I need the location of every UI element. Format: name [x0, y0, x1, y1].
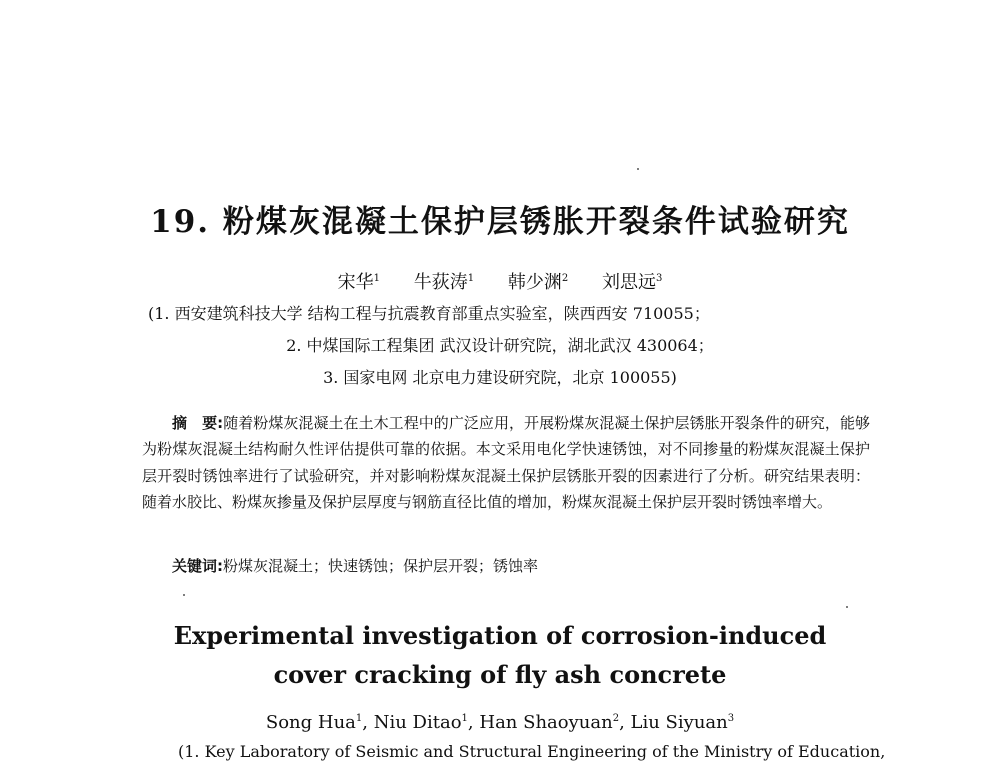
chinese-title: 19. 粉煤灰混凝土保护层锈胀开裂条件试验研究: [150, 204, 850, 240]
scan-speck: [846, 606, 848, 608]
abstract-text: 随着粉煤灰混凝土在土木工程中的广泛应用，开展粉煤灰混凝土保护层锈胀开裂条件的研究，能够为粉煤灰混凝土结构耐久性评估提供可靠的依据。本文采用电化学快速锈蚀，对不同掺量的粉煤灰混凝土保护层开裂时锈蚀率进行了试验研究，并对影响粉煤灰混凝土保护层锈胀开裂的因素进行了分析。研究结果表明：随着水胶比、粉煤灰掺量及保护层厚度与钢筋直径比值的增加，粉煤灰混凝土保护层开裂时锈蚀率增大。: [142, 414, 870, 511]
abstract-label: 摘 要:: [172, 414, 224, 432]
english-title: [0, 616, 1000, 694]
chinese-author: 刘思远$^3$: [601, 272, 663, 293]
chinese-abstract: [142, 410, 870, 515]
chinese-author: 牛荻涛$^1$: [413, 272, 475, 293]
scan-speck: [637, 168, 639, 170]
english-author: Song Hua$^1$,: [265, 712, 374, 733]
chinese-affiliation-1: (1. 西安建筑科技大学 结构工程与抗震教育部重点实验室，陕西西安 710055；: [148, 304, 710, 323]
chinese-author: 韩少渊$^2$: [507, 272, 569, 293]
chinese-keywords: [172, 555, 538, 576]
english-author: Niu Ditao$^1$,: [373, 712, 480, 733]
scan-speck: [183, 594, 185, 596]
chinese-affiliation-3: 3. 国家电网 北京电力建设研究院，北京 100055): [323, 368, 677, 387]
keywords-text: 粉煤灰混凝土；快速锈蚀；保护层开裂；锈蚀率: [223, 557, 539, 575]
english-author: Han Shaoyuan$^2$,: [479, 712, 631, 733]
english-author: Liu Siyuan$^3$: [630, 712, 735, 733]
chinese-author-list: [0, 268, 1000, 294]
english-affiliation-1: (1. Key Laboratory of Seismic and Structural Engineering of the Ministry of Education,: [178, 742, 886, 761]
chinese-author: 宋华$^1$: [337, 272, 381, 293]
english-title-line-2: cover cracking of fly ash concrete: [273, 660, 727, 689]
english-author-list: [0, 712, 1000, 733]
english-title-line-1: Experimental investigation of corrosion-induced: [173, 621, 827, 650]
chinese-affiliation-2: 2. 中煤国际工程集团 武汉设计研究院，湖北武汉 430064；: [286, 336, 714, 355]
keywords-label: 关键词:: [172, 557, 223, 575]
